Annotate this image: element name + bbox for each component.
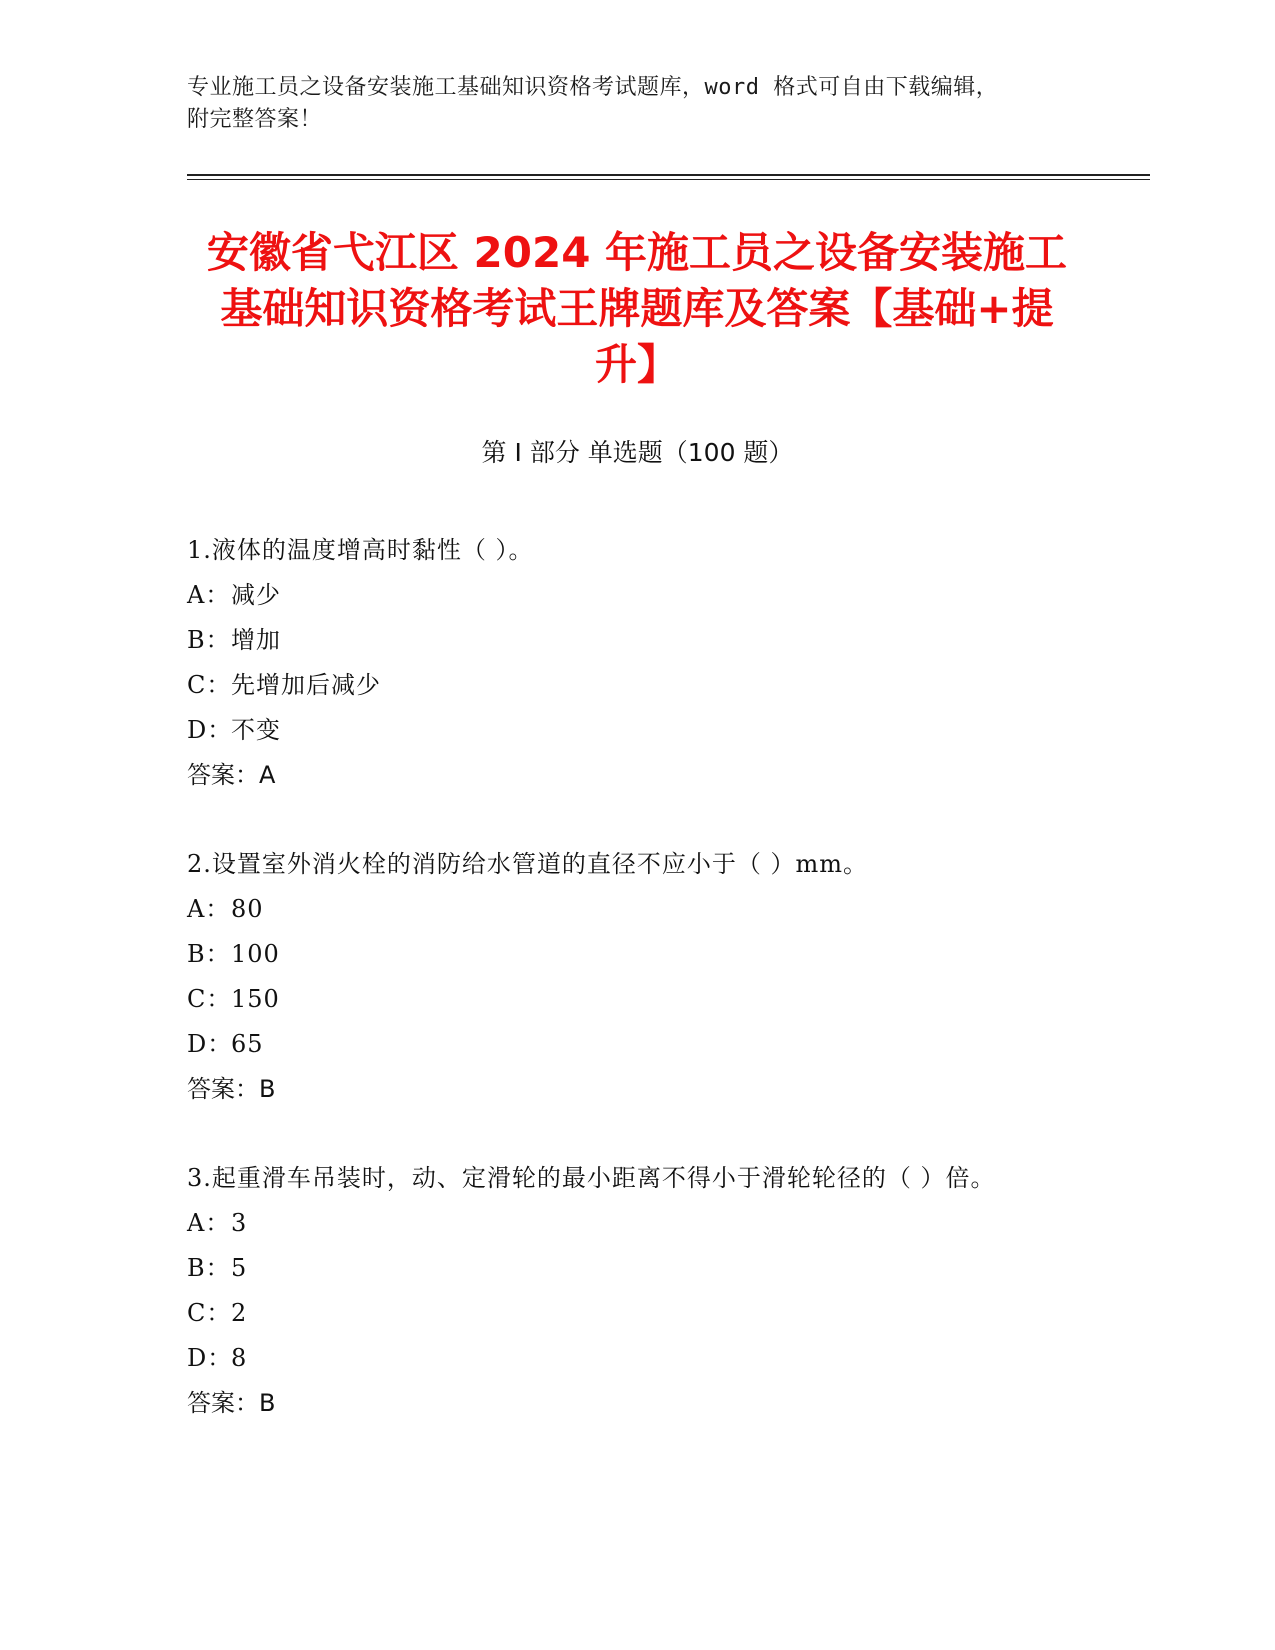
option-a [187,1201,1087,1246]
option-text: 减少 [231,581,281,609]
option-text: 100 [231,940,280,968]
question-1 [187,528,1087,798]
option-c [187,1291,1087,1336]
option-key: B： [187,1254,231,1282]
option-d [187,708,1087,753]
option-text: 增加 [231,626,281,654]
option-a [187,887,1087,932]
question-stem: 1.液体的温度增高时黏性（ ）。 [187,536,534,564]
option-text: 80 [231,895,264,923]
option-key: B： [187,940,231,968]
header-divider-thin [187,179,1150,180]
option-text: 先增加后减少 [231,671,381,699]
question-stem: 2.设置室外消火栓的消防给水管道的直径不应小于（ ）mm。 [187,850,869,878]
question-2 [187,842,1087,1112]
option-text: 8 [231,1344,248,1372]
option-text: 5 [231,1254,248,1282]
option-key: B： [187,626,231,654]
option-b [187,618,1087,663]
document-title-line: 基础知识资格考试王牌题库及答案【基础+提 [220,284,1054,333]
header-note [187,72,1067,136]
question-3 [187,1156,1087,1426]
document-title-line: 安徽省弋江区 2024 年施工员之设备安装施工 [206,228,1068,277]
answer-line: 答案：B [187,1075,276,1103]
option-a [187,573,1087,618]
option-d [187,1336,1087,1381]
option-key: A： [187,581,231,609]
option-b [187,932,1087,977]
option-text: 3 [231,1209,248,1237]
option-key: A： [187,895,231,923]
question-stem: 3.起重滑车吊装时，动、定滑轮的最小距离不得小于滑轮轮径的（ ）倍。 [187,1164,996,1192]
header-note-line: 附完整答案！ [187,107,323,132]
header-divider-thick [187,174,1150,176]
answer-line: 答案：B [187,1389,276,1417]
option-text: 2 [231,1299,248,1327]
option-d [187,1022,1087,1067]
option-key: C： [187,985,232,1013]
section-heading: 第 I 部分 单选题（100 题） [481,438,794,467]
answer-line: 答案：A [187,761,276,789]
option-b [187,1246,1087,1291]
option-text: 65 [231,1030,264,1058]
option-c [187,977,1087,1022]
option-key: D： [187,716,233,744]
option-key: D： [187,1344,233,1372]
option-key: D： [187,1030,233,1058]
option-key: C： [187,671,232,699]
option-key: A： [187,1209,231,1237]
document-title-line: 升】 [594,340,679,389]
option-text: 150 [231,985,280,1013]
document-title [187,225,1087,393]
option-key: C： [187,1299,232,1327]
option-c [187,663,1087,708]
question-list [187,528,1087,1470]
header-note-line: 专业施工员之设备安装施工基础知识资格考试题库，word 格式可自由下载编辑， [187,75,999,100]
option-text: 不变 [231,716,281,744]
